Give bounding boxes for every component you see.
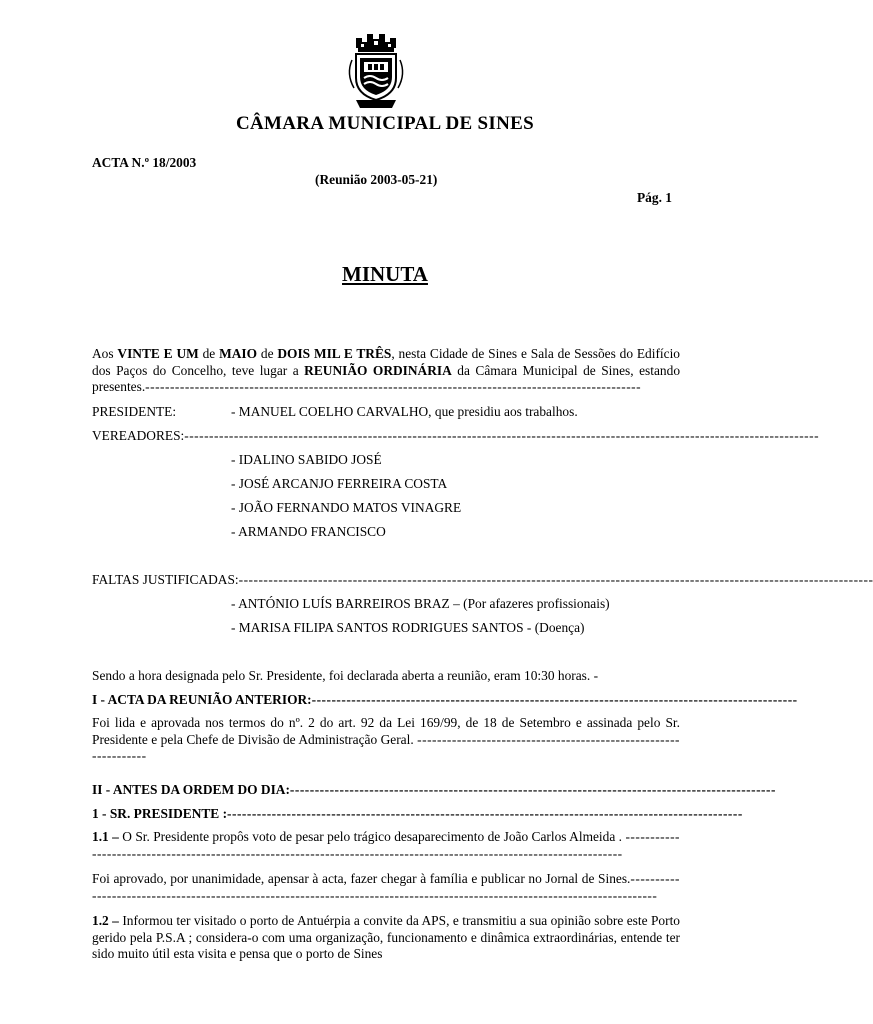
subsection-dashes: -------------------------------------------------------------------------------------------------------- — [227, 806, 743, 821]
vereadores-line — [92, 428, 820, 444]
item-1-1-paragraph: 1.1 – O Sr. Presidente propôs voto de pesar pelo trágico desaparecimento de João Carlos Almeida . ---------------------------------------------------------------------------------------------------------------------- — [92, 829, 680, 861]
falta-item: - MARISA FILIPA SANTOS RODRIGUES SANTOS - (Doença) — [231, 620, 585, 635]
faltas-dashes: -------------------------------------------------------------------------------------------------------------------------------- — [238, 572, 873, 587]
vereadores-dashes: -------------------------------------------------------------------------------------------------------------------------------- — [184, 428, 820, 443]
council-title: CÂMARA MUNICIPAL DE SINES — [236, 113, 534, 134]
subsection-presidente-heading — [92, 806, 743, 822]
vereador-item: - JOÃO FERNANDO MATOS VINAGRE — [231, 500, 462, 515]
opening-statement: Sendo a hora designada pelo Sr. Presidente, foi declarada aberta a reunião, eram 10:30 horas. - — [92, 668, 599, 683]
presidente-name: - MANUEL COELHO CARVALHO, que presidiu aos trabalhos. — [231, 404, 578, 419]
faltas-label: FALTAS JUSTIFICADAS: — [92, 572, 239, 587]
vereador-item: - JOSÉ ARCANJO FERREIRA COSTA — [231, 476, 448, 491]
intro-paragraph: Aos VINTE E UM de MAIO de DOIS MIL E TRÊS, nesta Cidade de Sines e Sala de Sessões do Edifício dos Paços do Concelho, teve lugar a REUNIÃO ORDINÁRIA da Câmara Municipal de Sines, estando presentes.---------------------------------------------------------------------------------------------------- — [92, 346, 681, 394]
page-number: Pág. 1 — [637, 190, 672, 205]
vereadores-label: VEREADORES: — [92, 428, 185, 443]
municipal-crest-emblem — [342, 30, 410, 110]
meeting-date: (Reunião 2003-05-21) — [315, 172, 438, 187]
presidente-label: PRESIDENTE: — [92, 404, 177, 419]
faltas-line — [92, 572, 873, 588]
section-1-paragraph: Foi lida e aprovada nos termos do nº. 2 do art. 92 da Lei 169/99, de 18 de Setembro e assinada pelo Sr. Presidente e pela Chefe de Divisão de Administração Geral. ---------------------------------------------------------------- — [92, 715, 680, 763]
section-2-title: II - ANTES DA ORDEM DO DIA: — [92, 782, 290, 797]
section-1-title: I - ACTA DA REUNIÃO ANTERIOR: — [92, 692, 312, 707]
vereador-item: - ARMANDO FRANCISCO — [231, 524, 386, 539]
document-heading: MINUTA — [342, 262, 428, 286]
subsection-title: 1 - SR. PRESIDENTE : — [92, 806, 228, 821]
falta-item: - ANTÓNIO LUÍS BARREIROS BRAZ – (Por afazeres profissionais) — [231, 596, 610, 611]
vereador-item: - IDALINO SABIDO JOSÉ — [231, 452, 382, 467]
acta-number: ACTA N.º 18/2003 — [92, 155, 197, 170]
section-2-heading — [92, 782, 776, 798]
section-1-heading — [92, 692, 798, 708]
approval-paragraph: Foi aprovado, por unanimidade, apensar à acta, fazer chegar à família e publicar no Jornal de Sines.---------------------------------------------------------------------------------------------------------------------------- — [92, 871, 680, 903]
item-1-2-paragraph: 1.2 – Informou ter visitado o porto de Antuérpia a convite da APS, e transmitiu a sua opinião sobre este Porto gerido pela P.S.A ; considera-o com uma organização, funcionamento e dinâmica extraordinárias, entende ter sido muito útil esta visita e pensa que o porto de Sines — [92, 913, 681, 961]
section-1-dashes: -------------------------------------------------------------------------------------------------- — [311, 692, 798, 707]
section-2-dashes: -------------------------------------------------------------------------------------------------- — [289, 782, 776, 797]
